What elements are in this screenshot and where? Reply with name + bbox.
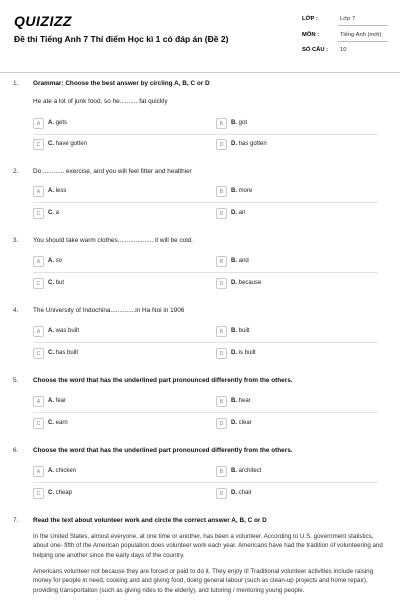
option-key: B. — [231, 258, 237, 264]
option-letter-box: A — [33, 466, 44, 477]
option-key: A. — [48, 188, 54, 194]
option-text: but — [55, 280, 65, 286]
option-key: B. — [231, 328, 237, 334]
option-letter-box: C — [33, 278, 44, 289]
option-text: hear — [238, 398, 251, 404]
option-letter-box: C — [33, 208, 44, 219]
reading-paragraph-2: Americans volunteer not because they are forced or paid to do it. They enjoy it! Traditional volunteer activities include raising money for people in need, cooking and and giving food, doing general labour (such as clean-up projects and home repair), providing transportation (such as giving rides to the elderly), and tutoring / mentoring young people. — [33, 568, 374, 594]
option-key: B. — [231, 120, 237, 126]
question-prompt: You should take warm clothes.................... it will be cold. — [33, 237, 193, 244]
option-key: C. — [48, 490, 54, 496]
class-value: Lớp 7 — [340, 16, 356, 22]
question-prompt: The University of Indochina..............in Ha Noi in 1906 — [33, 307, 185, 314]
option-letter-box: A — [33, 396, 44, 407]
option-letter-box: B — [216, 396, 227, 407]
option-text: less — [55, 188, 67, 194]
option-key: C. — [48, 210, 54, 216]
option-key: A. — [48, 120, 54, 126]
question-prompt: Read the text about volunteer work and circle the correct answer A, B, C or D — [33, 517, 267, 524]
option-key: A. — [48, 398, 54, 404]
option-key: D. — [231, 350, 237, 356]
question-number: 7. — [13, 517, 19, 524]
option-text: has gotten — [238, 141, 267, 147]
option-letter-box: B — [216, 326, 227, 337]
question-number: 1. — [13, 80, 19, 87]
question-prompt: Choose the word that has the underlined part pronounced differently from the others. — [33, 377, 293, 384]
option-text: more — [238, 188, 253, 194]
option-letter-box: C — [33, 139, 44, 150]
option-text: chicken — [55, 468, 77, 474]
option-letter-box: D — [216, 278, 227, 289]
question-number: 3. — [13, 237, 19, 244]
header-divider — [0, 72, 400, 73]
option-letter-box: D — [216, 488, 227, 499]
option-key: C. — [48, 350, 54, 356]
question-sentence: He ate a lot of junk food, so he.......... fat quickly — [33, 98, 168, 105]
divider — [338, 41, 388, 42]
option-text: is built — [238, 350, 256, 356]
subject-value: Tiếng Anh (mới) — [340, 32, 382, 38]
option-separator — [33, 272, 378, 273]
option-text: cheap — [55, 490, 73, 496]
option-key: C. — [48, 141, 54, 147]
option-key: C. — [48, 280, 54, 286]
option-letter-box: A — [33, 256, 44, 267]
reading-paragraph-1: In the United States, almost everyone, at one time or another, has been a volunteer. According to U.S. government statistics, about one- fifth of the American population does volunteer work each year. Americans have had the tradition of volunteering and helping one another since the early days of the country. — [33, 533, 383, 559]
option-letter-box: C — [33, 418, 44, 429]
option-key: B. — [231, 468, 237, 474]
option-text: and — [238, 258, 249, 264]
option-text: built — [238, 328, 250, 334]
option-text: has built — [55, 350, 79, 356]
option-key: D. — [231, 490, 237, 496]
option-letter-box: A — [33, 118, 44, 129]
question-number: 6. — [13, 447, 19, 454]
option-text: a — [55, 210, 60, 216]
question-prompt: Do ............ exercise, and you will feel fitter and healthier — [33, 168, 192, 175]
option-key: D. — [231, 210, 237, 216]
option-text: was built — [55, 328, 80, 334]
option-letter-box: B — [216, 118, 227, 129]
option-key: D. — [231, 420, 237, 426]
option-separator — [33, 482, 378, 483]
option-separator — [33, 134, 378, 135]
class-label: LỚP : — [302, 16, 318, 22]
option-text: architect — [238, 468, 262, 474]
option-letter-box: B — [216, 256, 227, 267]
quizizz-logo: QUIZIZZ — [14, 13, 72, 29]
option-letter-box: C — [33, 348, 44, 359]
option-text: so — [55, 258, 63, 264]
option-text: earn — [55, 420, 68, 426]
worksheet-title: Đề thi Tiếng Anh 7 Thí điểm Học kì 1 có đáp án (Đề 2) — [14, 34, 229, 44]
option-text: gets — [55, 120, 68, 126]
option-letter-box: C — [33, 488, 44, 499]
option-letter-box: B — [216, 466, 227, 477]
option-text: because — [238, 280, 262, 286]
option-key: D. — [231, 141, 237, 147]
option-separator — [33, 342, 378, 343]
question-number: 4. — [13, 307, 19, 314]
option-letter-box: A — [33, 186, 44, 197]
option-text: fear — [55, 398, 67, 404]
count-label: SỐ CÂU : — [302, 47, 329, 53]
option-key: A. — [48, 328, 54, 334]
worksheet-header — [0, 0, 400, 72]
option-letter-box: D — [216, 348, 227, 359]
option-key: C. — [48, 420, 54, 426]
option-text: got — [238, 120, 248, 126]
question-number: 5. — [13, 377, 19, 384]
option-key: B. — [231, 398, 237, 404]
option-key: A. — [48, 468, 54, 474]
option-separator — [33, 412, 378, 413]
option-letter-box: B — [216, 186, 227, 197]
option-letter-box: D — [216, 418, 227, 429]
option-text: clear — [238, 420, 252, 426]
divider — [338, 25, 388, 26]
option-key: D. — [231, 280, 237, 286]
option-key: B. — [231, 188, 237, 194]
question-prompt: Choose the word that has the underlined part pronounced differently from the others. — [33, 447, 293, 454]
option-text: an — [238, 210, 246, 216]
option-text: have gotten — [55, 141, 88, 147]
subject-label: MÔN : — [302, 32, 320, 38]
option-letter-box: D — [216, 208, 227, 219]
option-separator — [33, 202, 378, 203]
option-key: A. — [48, 258, 54, 264]
count-value: 10 — [340, 47, 347, 53]
option-letter-box: D — [216, 139, 227, 150]
option-text: chair — [238, 490, 252, 496]
question-prompt: Grammar: Choose the best answer by circling A, B, C or D — [33, 80, 210, 87]
option-letter-box: A — [33, 326, 44, 337]
question-number: 2. — [13, 168, 19, 175]
